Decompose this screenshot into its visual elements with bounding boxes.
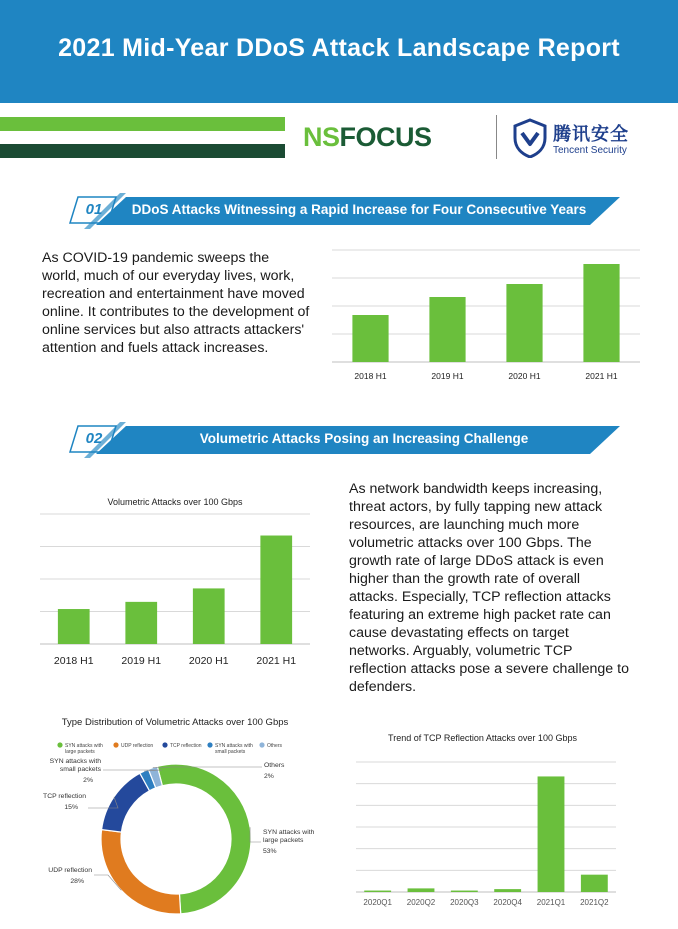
- bar-2021-h1: [583, 264, 619, 362]
- tick-label: 2021Q1: [536, 898, 566, 907]
- logo-divider: [496, 115, 497, 159]
- legend-marker: [162, 742, 167, 747]
- nsfocus-logo-ns: NS: [303, 122, 340, 152]
- bar-2019-h1: [429, 297, 465, 362]
- bar-2020q1: [364, 891, 391, 892]
- tick-label: 2019 H1: [121, 655, 162, 667]
- bar-2018-h1: [352, 315, 388, 362]
- legend-label: UDP reflection: [121, 743, 154, 749]
- chart-ddos-attacks: [332, 248, 640, 388]
- green-stripe: [0, 117, 285, 131]
- callout-label: Others: [264, 762, 285, 769]
- callout-percent: 53%: [263, 848, 277, 855]
- callout-label: UDP reflection: [48, 867, 92, 874]
- section1-title: DDoS Attacks Witnessing a Rapid Increase for Four Consecutive Years: [131, 202, 587, 217]
- nsfocus-logo-focus: FOCUS: [339, 122, 432, 152]
- tencent-logo-en: Tencent Security: [553, 145, 627, 156]
- tick-label: 2020Q4: [493, 898, 522, 907]
- section2-banner: [64, 420, 624, 460]
- callout-label: SYN attacks with: [49, 758, 101, 765]
- callout-percent: 28%: [70, 878, 84, 885]
- callout-label: SYN attacks with: [263, 829, 315, 836]
- tick-label: 2019 H1: [431, 371, 464, 381]
- legend-label: SYN attacks with: [65, 743, 103, 749]
- legend-marker: [113, 742, 118, 747]
- dark-green-stripe: [0, 144, 285, 158]
- bar-2020-h1: [506, 284, 542, 362]
- report-title: 2021 Mid-Year DDoS Attack Landscape Report: [58, 34, 620, 62]
- chart-volumetric-attacks-svg: [40, 512, 310, 672]
- tick-label: 2020Q3: [450, 898, 479, 907]
- tick-label: 2020Q1: [363, 898, 392, 907]
- report-header: [0, 0, 678, 103]
- legend-marker: [57, 742, 62, 747]
- slice-syn-attacks-with-large-packets: [157, 764, 251, 914]
- tick-label: 2021 H1: [256, 655, 297, 667]
- chart-tcp-reflection-svg: [350, 758, 620, 908]
- tencent-logo-cn: 腾讯安全: [553, 124, 629, 144]
- bar-2020q3: [451, 891, 478, 892]
- legend-label: Others: [267, 743, 283, 749]
- callout-percent: 2%: [83, 777, 93, 784]
- bar-2018-h1: [58, 609, 90, 644]
- legend-label: TCP reflection: [170, 743, 202, 749]
- bar-2020q4: [494, 889, 521, 892]
- callout-label: small packets: [59, 766, 101, 773]
- chart-tcp-reflection-title: Trend of TCP Reflection Attacks over 100 Gbps: [388, 733, 577, 743]
- callout-line: [250, 827, 261, 842]
- bar-2020q2: [408, 888, 435, 892]
- bar-2019-h1: [125, 602, 157, 644]
- chart-volumetric-attacks: [40, 512, 310, 672]
- slice-tcp-reflection: [102, 773, 150, 832]
- callout-percent: 2%: [264, 773, 274, 780]
- section2-number: 02: [85, 430, 103, 447]
- callout-percent: 15%: [64, 804, 78, 811]
- chart-type-distribution-svg: [0, 730, 340, 929]
- callout-label: TCP reflection: [43, 793, 86, 800]
- chart-type-distribution-title: Type Distribution of Volumetric Attacks over 100 Gbps: [61, 717, 289, 728]
- tick-label: 2020 H1: [508, 371, 541, 381]
- tick-label: 2021 H1: [585, 371, 618, 381]
- bar-2021-h1: [260, 536, 292, 644]
- bar-2020-h1: [193, 588, 225, 644]
- legend-label: large packets: [65, 749, 95, 755]
- section1-text: As COVID-19 pandemic sweeps the world, much of our everyday lives, work, recreation and entertainment have moved online. It contributes to the development of online services but also attracts attackers' attention and fuels attack increases.: [42, 250, 310, 356]
- section1-number: 01: [85, 201, 103, 218]
- legend-marker: [259, 742, 264, 747]
- tick-label: 2018 H1: [354, 371, 387, 381]
- bar-2021q1: [538, 776, 565, 892]
- tick-label: 2021Q2: [580, 898, 609, 907]
- chart-ddos-attacks-svg: [332, 248, 640, 388]
- chart-type-distribution: [0, 730, 340, 929]
- callout-label: large packets: [263, 837, 304, 844]
- legend-label: SYN attacks with: [215, 743, 253, 749]
- chart-tcp-reflection: [350, 758, 620, 908]
- legend-label: small packets: [215, 749, 246, 755]
- tick-label: 2020 H1: [188, 655, 229, 667]
- section1-banner: [64, 191, 624, 231]
- slice-udp-reflection: [101, 830, 181, 914]
- chart-volumetric-title: Volumetric Attacks over 100 Gbps: [107, 497, 243, 507]
- section2-title: Volumetric Attacks Posing an Increasing Challenge: [199, 431, 529, 446]
- section2-text: As network bandwidth keeps increasing, threat actors, by fully tapping new attack resources, are launching much more volumetric attacks over 100 Gbps. The growth rate of large DDoS attack is even higher than the growth rate of overall attacks. Especially, TCP reflection attacks featuring an extreme high packet rate can cause devastating effects on target networks. Arguably, volumetric TCP reflection attacks pose a severe challenge to defenders.: [349, 481, 629, 695]
- tick-label: 2020Q2: [406, 898, 436, 907]
- nsfocus-logo: [303, 122, 432, 153]
- tick-label: 2018 H1: [53, 655, 94, 667]
- bar-2021q2: [581, 875, 608, 892]
- legend-marker: [207, 742, 212, 747]
- tencent-shield-icon: [512, 118, 548, 163]
